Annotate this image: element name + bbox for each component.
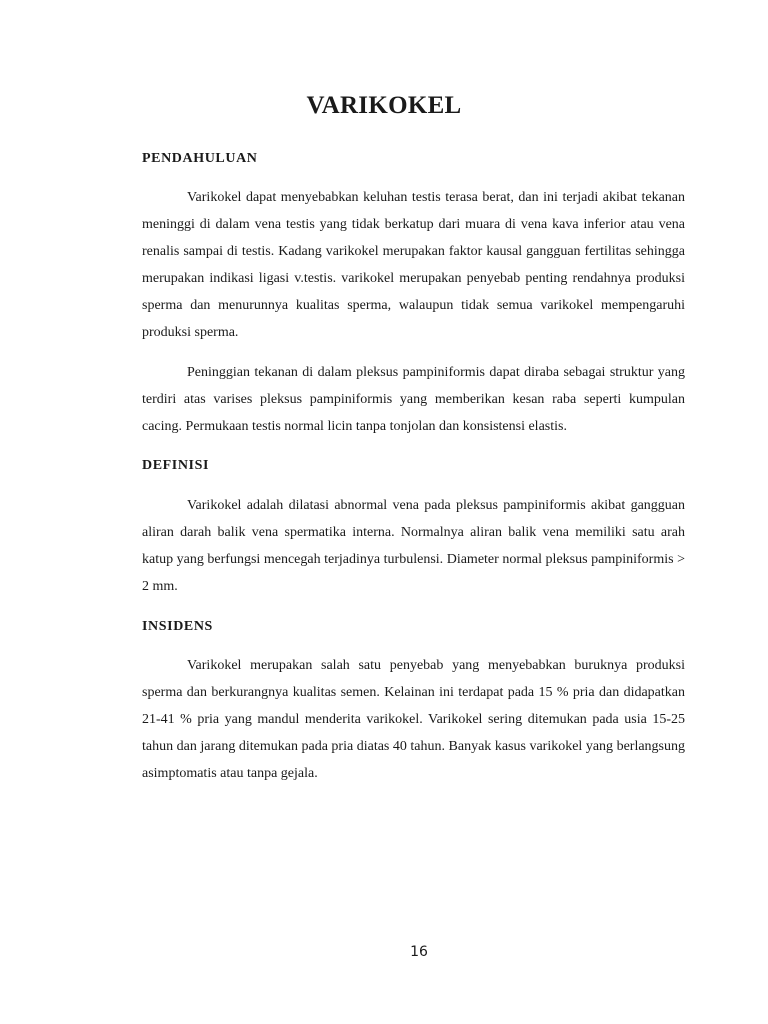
paragraph-pendahuluan-1: Varikokel dapat menyebabkan keluhan testis terasa berat, dan ini terjadi akibat tekanan meninggi di dalam vena testis yang tidak berkatup dari muara di vena kava inferior atau vena renalis sampai di testis. Kadang varikokel merupakan faktor kausal gangguan fertilitas sehingga merupakan indikasi ligasi v.testis. varikokel merupakan penyebab penting rendahnya produksi sperma dan menurunnya kualitas sperma, walaupun tidak semua varikokel mempengaruhi produksi sperma. bbox=[142, 190, 685, 340]
document-title: VARIKOKEL bbox=[306, 92, 462, 119]
section-heading-pendahuluan: PENDAHULUAN bbox=[142, 151, 258, 166]
paragraph-pendahuluan-2: Peninggian tekanan di dalam pleksus pampiniformis dapat diraba sebagai struktur yang terdiri atas varises pleksus pampiniformis yang memberikan kesan raba seperti kumpulan cacing. Permukaan testis normal licin tanpa tonjolan dan konsistensi elastis. bbox=[142, 365, 685, 434]
page-number: 16 bbox=[410, 944, 428, 960]
section-heading-insidens: INSIDENS bbox=[142, 619, 213, 634]
paragraph-definisi-1: Varikokel adalah dilatasi abnormal vena pada pleksus pampiniformis akibat gangguan aliran darah balik vena spermatika interna. Normalnya aliran balik vena memiliki satu arah katup yang berfungsi mencegah terjadinya turbulensi. Diameter normal pleksus pampiniformis > 2 mm. bbox=[142, 498, 685, 594]
paragraph-insidens-1: Varikokel merupakan salah satu penyebab yang menyebabkan buruknya produksi sperma dan berkurangnya kualitas semen. Kelainan ini terdapat pada 15 % pria dan didapatkan 21-41 % pria yang mandul menderita varikokel. Varikokel sering ditemukan pada usia 15-25 tahun dan jarang ditemukan pada pria diatas 40 tahun. Banyak kasus varikokel yang berlangsung asimptomatis atau tanpa gejala. bbox=[142, 658, 685, 781]
section-heading-definisi: DEFINISI bbox=[142, 458, 210, 473]
